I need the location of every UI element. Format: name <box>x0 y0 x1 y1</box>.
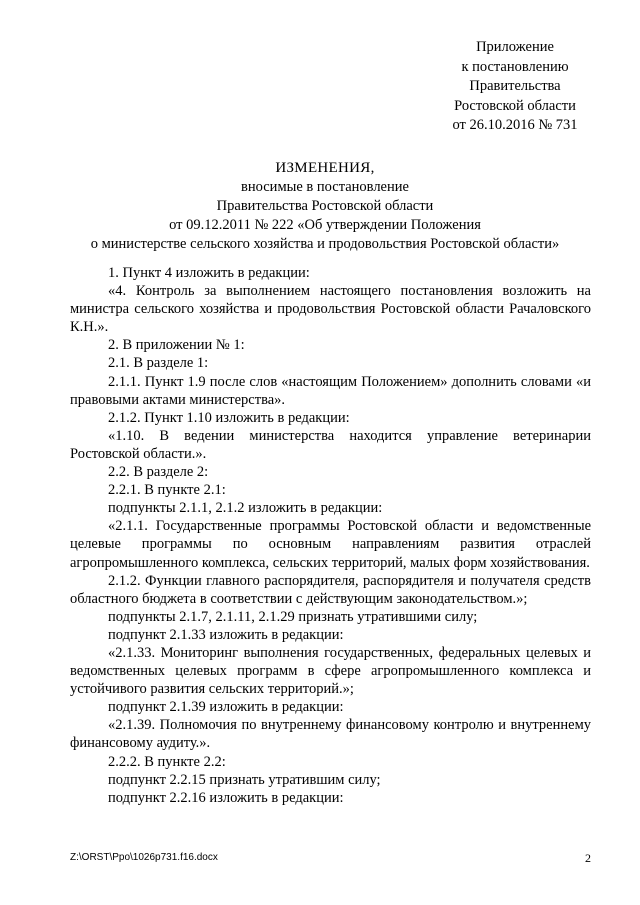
body-paragraph: 2.1.2. Пункт 1.10 изложить в редакции: <box>108 409 350 426</box>
body-paragraph: «2.1.33. Мониторинг выполнения государственных, федеральных целевых и ведомственных целевых программ в сфере агропромышленного комплекса и устойчивого развития сельских территорий.»; <box>70 644 591 698</box>
appendix-line: от 26.10.2016 № 731 <box>452 117 578 133</box>
body-paragraph: «2.1.1. Государственные программы Ростовской области и ведомственные целевые программы по основным направлениям развития отраслей агропромышленного комплекса, сельских территорий, малых форм хозяйствования. <box>70 518 591 571</box>
body-paragraph: подпункты 2.1.7, 2.1.11, 2.1.29 признать утратившими силу; <box>108 608 478 625</box>
heading-line: Правительства Ростовской области <box>216 198 434 214</box>
document-heading <box>60 159 590 254</box>
document-body <box>70 264 591 807</box>
heading-line: вносимые в постановление <box>241 179 409 195</box>
heading-line: о министерстве сельского хозяйства и продовольствия Ростовской области» <box>90 236 560 252</box>
heading-title: ИЗМЕНЕНИЯ, <box>275 160 375 176</box>
body-paragraph: подпункт 2.2.16 изложить в редакции: <box>108 789 344 806</box>
body-paragraph: «1.10. В ведении министерства находится управление ветеринарии Ростовской области.». <box>70 427 591 462</box>
appendix-line: к постановлению <box>461 58 569 75</box>
body-paragraph: 1. Пункт 4 изложить в редакции: <box>108 265 310 281</box>
appendix-line: Приложение <box>476 39 554 55</box>
body-paragraph: 2.1.2. Функции главного распорядителя, распорядителя и получателя средств областного бюджета в соответствии с действующим законодательством.»; <box>70 572 591 607</box>
body-paragraph: подпункт 2.1.33 изложить в редакции: <box>108 626 344 643</box>
body-paragraph: подпункты 2.1.1, 2.1.2 изложить в редакции: <box>108 500 383 517</box>
heading-line: от 09.12.2011 № 222 «Об утверждении Положения <box>169 217 481 233</box>
body-paragraph: 2.2. В разделе 2: <box>108 464 209 481</box>
body-paragraph: подпункт 2.2.15 признать утратившим силу; <box>108 771 381 788</box>
body-paragraph: 2. В приложении № 1: <box>108 337 245 354</box>
body-paragraph: подпункт 2.1.39 изложить в редакции: <box>108 699 344 716</box>
appendix-line: Правительства <box>469 78 561 94</box>
appendix-block <box>420 38 610 136</box>
body-paragraph: «2.1.39. Полномочия по внутреннему финансовому контролю и внутреннему финансовому аудиту.». <box>70 717 591 752</box>
body-paragraph: 2.2.2. В пункте 2.2: <box>108 753 226 770</box>
page-number: 2 <box>585 851 591 865</box>
body-paragraph: 2.1.1. Пункт 1.9 после слов «настоящим Положением» дополнить словами «и правовыми актами министерства». <box>70 373 591 408</box>
footer-file-path: Z:\ORST\Ppo\1026p731.f16.docx <box>70 852 218 863</box>
body-paragraph: 2.1. В разделе 1: <box>108 355 209 372</box>
body-paragraph: «4. Контроль за выполнением настоящего постановления возложить на министра сельского хозяйства и продовольствия Ростовской области Рачаловского К.Н.». <box>70 283 591 336</box>
appendix-line: Ростовской области <box>454 97 576 114</box>
body-paragraph: 2.2.1. В пункте 2.1: <box>108 482 226 499</box>
